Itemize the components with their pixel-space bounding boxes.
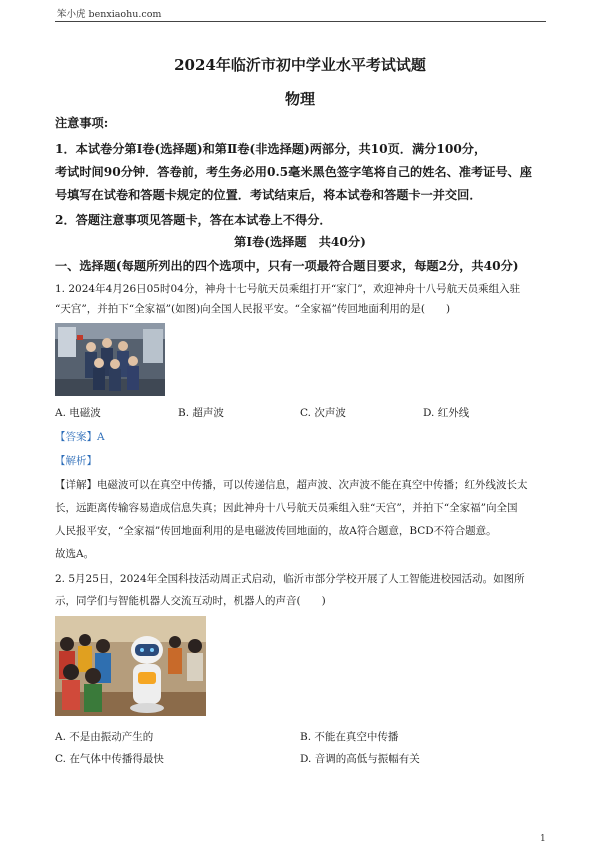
q1-option-a: A. 电磁波	[55, 407, 101, 419]
q1-option-d: D. 红外线	[423, 407, 470, 419]
q1-option-c: C. 次声波	[300, 407, 346, 419]
q1-analysis-label: 【解析】	[55, 455, 97, 467]
q2-stem-line-1: 2. 5月25日，2024年全国科技活动周正式启动，临沂市部分学校开展了人工智能进校园活动。如图所	[55, 573, 525, 585]
q1-option-b: B. 超声波	[178, 407, 224, 419]
notice-item-1-line-3: 号填写在试卷和答题卡规定的位置．考试结束后，将本试卷和答题卡一并交回．	[55, 188, 482, 202]
q2-stem-line-2: 示，同学们与智能机器人交流互动时，机器人的声音( )	[55, 595, 326, 607]
q1-detail-line-3: 人民报平安，“全家福”传回地面利用的是电磁波传回地面的，故A符合题意，BCD不符合题意。	[55, 525, 497, 537]
q1-conclusion: 故选A。	[55, 548, 95, 560]
header-divider	[55, 21, 546, 22]
page-number: 1	[540, 834, 546, 844]
site-watermark: 笨小虎 benxiaohu.com	[57, 9, 162, 20]
q1-stem-line-2: “天宫”，并拍下“全家福”(如图)向全国人民报平安。“全家福”传回地面利用的是( )	[55, 303, 451, 315]
q2-option-b: B. 不能在真空中传播	[300, 731, 399, 743]
notice-item-2: 2．答题注意事项见答题卡，答在本试卷上不得分．	[55, 213, 332, 227]
q2-robot-classroom-photo	[55, 616, 206, 716]
q2-option-d: D. 音调的高低与振幅有关	[300, 753, 420, 765]
notice-item-1-line-1: 1．本试卷分第Ⅰ卷(选择题)和第Ⅱ卷(非选择题)两部分，共10页．满分100分，	[55, 142, 487, 156]
q1-answer: 【答案】A	[55, 431, 105, 443]
notice-heading: 注意事项:	[55, 116, 109, 130]
subject-title: 物理	[284, 90, 315, 108]
section-title: 第Ⅰ卷(选择题 共40分)	[234, 235, 366, 249]
q1-detail-line-1: 【详解】电磁波可以在真空中传播，可以传递信息，超声波、次声波不能在真空中传播；红外线波长太	[55, 479, 528, 491]
q1-space-station-photo	[55, 323, 165, 396]
notice-item-1-line-2: 考试时间90分钟．答卷前，考生务必用0.5毫米黑色签字笔将自己的姓名、准考证号、座	[55, 165, 532, 179]
section-heading: 一、选择题(每题所列出的四个选项中，只有一项最符合题目要求，每题2分，共40分)	[55, 259, 519, 273]
q2-option-c: C. 在气体中传播得最快	[55, 753, 164, 765]
q1-detail-line-2: 长，远距离传输容易造成信息失真；因此神舟十八号航天员乘组入驻“天宫”，并拍下“全家福”向全国	[55, 502, 518, 514]
q1-stem-line-1: 1. 2024年4月26日05时04分，神舟十七号航天员乘组打开“家门”，欢迎神舟十八号航天员乘组入驻	[55, 283, 521, 295]
exam-title: 2024年临沂市初中学业水平考试试题	[174, 56, 426, 74]
q2-option-a: A. 不是由振动产生的	[55, 731, 154, 743]
